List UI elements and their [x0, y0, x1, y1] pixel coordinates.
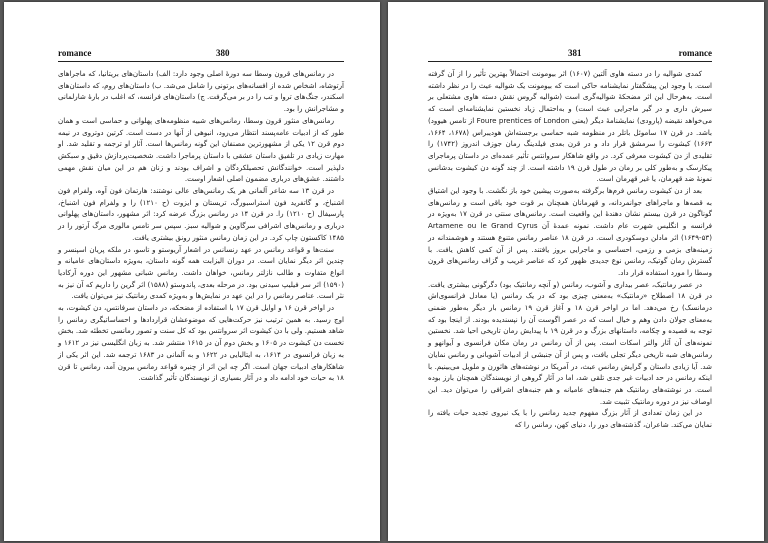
paragraph: سنت‌ها و قواعد رمانس در عهد رنسانس در اشعار آریوستو و تاسو، در ملکه پریان اسپنسر و چندین اثر دیگر نمایان است. در دوران الیزابت همه گونه داستان، به‌ویژه داستان‌های عامیانه و انواع متفاوت و طالب نازلتر رمانس، خواهان داشت. رمانس شبانی مشهور این دوره آرکادیا (۱۵۹۰) اثر سر فیلیپ سیدنی بود. در مرحله بعدی، پاندوستو (۱۵۸۸) اثر گرین را داریم که آن نیز به نثر است. عناصر رمانس را در این عهد در نمایش‌ها و به‌ویژه کمدی رمانتیک نیز می‌توان یافت.	[58, 244, 344, 301]
paragraph: در رمانس‌های قرون وسطا سه دورهٔ اصلی وجود دارد: الف) داستان‌های بریتانیا، که ماجراهای آرتوشاه، اشخاص شده از افسانه‌های برتونی را شامل می‌شد. ب) داستان‌های روم، که داستان‌های اسکندر، جنگ‌های تروا و تب را در بر می‌گرفت. ج) داستان‌های فرانسه، که اغلب در بارهٔ شارلمانی و مشاجرانش را بود.	[58, 69, 344, 114]
right-header-word: romance	[678, 48, 712, 58]
left-page	[4, 2, 380, 541]
right-body-text	[428, 68, 712, 533]
left-header-rule	[58, 61, 344, 62]
paragraph: در این زمان تعدادی از آثار بزرگ مفهوم جدید رمانس را با یک نیروی تجدید حیات یافته را نمایان می‌کند. شاعران، گذشته‌های دور را، دنیای کهن، رمانس را که	[428, 408, 712, 430]
paragraph: در قرن ۱۳ سه شاعر آلمانی هر یک رمانس‌های عالی نوشتند: هارتمان فون آوه، ولفرام فون اشنباخ، و گاتفرید فون استراسبورگ، تریستان و ایزوت (ح ۱۲۱۰) را و ولفرام فون اشنباخ، پارسیفال (ح ۱۲۱۰) را. در قرن ۱۴ در رمانس بزرگ عرضه کرد: اثر مشهور، داستان‌های پهلوانی درباری و رمانس‌های اشرافی سرگاوین و شوالیه سبز. سپس سر تامس مالوری مرگ آرتور را در ۱۴۸۵ کاکستون چاپ کرد. در این زمان رمانس منثور رونق بیشتری یافت.	[58, 186, 344, 242]
right-header-rule	[428, 61, 712, 62]
left-header-word: romance	[58, 48, 92, 58]
paragraph: رمانس‌های منثور قرون وسطا، رمانس‌های شبیه منظومه‌های پهلوانی و حماسی است و همان طور که از ادبیات عامه‌پسند انتظار می‌رود، انبوهی از آنها در دست است. کرتین دوتروی در نیمه دوم قرن ۱۲ یکی از مشهورترین مصنفان این گونه رمانس‌ها است. آثار او ترجمه و تقلید شد. او مهارت زیادی در تلفیق داستان عشقی با داستان پرماجرا داشت. شخصیت‌پردازش دقیق و سبکش دلپذیر است. خوانندگانش تحصیلکردگان و اشراف بودند و زنان هم در این میان نقش مهمی داشتند. عشق‌های درباری مضمون اصلی اشعار اوست.	[58, 115, 344, 184]
right-page-number: 381	[568, 48, 582, 58]
paragraph: در اواخر قرن ۱۶ و اوایل قرن ۱۷ با استفاده از مضحکه، در داستان سرفانتس، دن کیشوت، به اوج رسید. به همین ترتیب نیز حرکت‌هایی که موضوعشان قراردادها و احساساتیگری رمانس را شاهد هستیم. ولی با دن کیشوت اثر سروانتس بود که کل سنت و تصور رمانسی تخطئه شد. بخش نخست دن کیشوت در ۱۶۰۵ و بخش دوم آن در ۱۶۱۵ منتشر شد. به زبان انگلیسی نیز در ۱۶۱۲ و به زبان فرانسوی در ۱۶۱۴، به ایتالیایی در ۱۶۲۲ و به آلمانی در ۱۶۸۳ ترجمه شد. این اثر یکی از شاهکارهای ادبیات جهان است. اگر چه این اثر از چنبره قواعد رمانس بیرون آمد، رمانس تا قرن ۱۸ به حیات خود ادامه داد و در آثار بسیاری از نویسندگان تأثیر گذاشت.	[58, 303, 344, 383]
right-running-header	[428, 48, 712, 62]
paragraph: در عصر رمانتیک، عصر بیداری و آشوب، رمانس (و آنچه رمانتیک بود) دگرگونی بیشتری یافت. در قرن ۱۸ اصطلاح «رمانتیک» به‌معنی چیزی بود که در یک رمانس (یا معادل فرانسوی‌اش درمانسک) رخ می‌دهد. اما در اواخر قرن ۱۸ و آغاز قرن ۱۹ رمانس بار دیگر به‌طور ضمنی به‌معنای جولان دادن وهم و خیال است که در عصر اگوست آن را نپسندیده بودند. از اینجا بود که توجه به قصیده و چکامه، داستانهای بزرگ و در قرن ۱۹ با پیدایش رمان تاریخی احیا شد. نخستین نمونه‌های آن آثار والتر اسکات است. پس از آن رمانس در رمان مکان فرانسوی و آیوانهو و رمانس‌های شبه تاریخی دیگر تجلی یافت، و پس از آن جنبشی از ادبیات آشوبانی و رمانس نمایان شد. آیا زیادی داستان و گرایش رمانس عبث، در آمریکا در نوشته‌های هاثورن و ملویل می‌بینیم. با اینکه رمانس در حد ادبیات غیر جدی تلقی شد، اما در آثار گروهی از نویسندگان همچنان بارز بوده است. در نوشته‌های رمانتیک هم جنبه‌های عامیانه و هم جنبه‌های اشرافی را می‌توان دید. این اوصاف نیز در دوره رمانتیک تثبیت شد.	[428, 279, 713, 406]
right-page	[388, 2, 764, 541]
paragraph: کمدی شوالیه را در دسته هاوی آلتین (۱۶۰۷) اثر بیومونت احتمالاً بهترین تأثیر را از آن گرفته است. با وجود این پیشگفتار نمایشنامه حاکی است که بیومونت یک شوالیه عیث را در نظر داشته است. به‌هرحال این اثر مضحکهٔ شوالیه‌گری است (شوالیه گروس نقش دسته هاوی مشتعلی بر سیرش داری و در گیر ماجرایی عبث است) و به‌احتمال زیاد نخستین نمایشنامه‌ای است که می‌خواهد نقیضه (پارودی) نمایشنامهٔ دیگر (یعنی Foure prentices of London از تامس هیوود) باشد. در قرن ۱۷ ساموئل باتلر در منظومه شبه حماسی برجسته‌اش هودیبراس (۱۶۷۸، ۱۶۶۴، ۱۶۶۳) کیشوت را سرمشق قرار داد و در قرن بعدی فیلدینگ رمان جوزف اندروز (۱۷۴۲) را تقلیدی از دن کیشوت معرفی کرد. در واقع شاهکار سروانتس تأثیر عمده‌ای در داستان پرماجرای پیکارسک و به‌طور کلی بر رمان در طول قرن ۱۹ داشته است. از چند گونه دن کیشوت بدشانس نمونهٔ ضد قهرمان، یا غیر قهرمان است.	[428, 69, 713, 184]
left-page-number: 380	[216, 48, 230, 58]
paragraph: بعد از دن کیشوت رمانس فرم‌ها برگرفته به‌صورت پیشین خود باز نگشت. با وجود این اشتیاق به قصه‌ها و ماجراهای جوانمردانه، و قهرمانان همچنان بر قوت خود باقی است و رمانس‌های گوناگون در قرن بیستم نشان دهندهٔ این واقعیت است. رمانس‌های سنتی در قرن ۱۷ به‌ویژه در فرانسه و انگلیس شهرت عام داشت. نمونه عمدهٔ آن Artamene ou le Grand Cyrus (۱۶۴۹-۵۳) اثر مادلن دوسکودری است. در قرن ۱۸ عناصر رمانس متنوع هستند و هوشمندانه در زمینه‌های بزمی و رزمی، احساسی و ماجرایی بروز یافتند. پس از آن کمی کاهش یافت. با گسترش رمان گوتیک، رمانس نوع جدیدی ظهور کرد که عناصر غریب و گزاف رمانس‌های قرون وسطا را مورد استفاده قرار داد.	[428, 186, 713, 277]
left-running-header	[58, 48, 344, 62]
left-body-text	[58, 68, 344, 533]
